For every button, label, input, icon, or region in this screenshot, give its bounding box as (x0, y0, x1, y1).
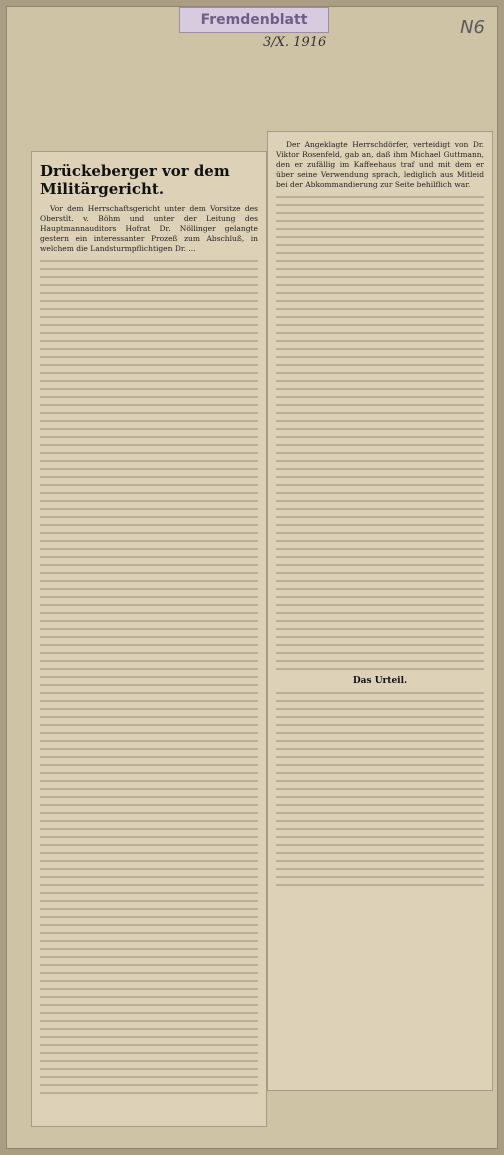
right-intro-paragraph: Der Angeklagte Herrschdörfer, verteidigt von Dr. Viktor Rosenfeld, gab an, daß ihm Michael Guttmann, den er zufällig im Kaffeehaus traf und mit dem er über seine Verwendung sprach, lediglich aus Mitleid bei der Abkommandierung zur Seite behilflich war. (276, 140, 484, 189)
clipping-left (31, 151, 267, 1127)
right-column-intro (276, 140, 484, 190)
lead-paragraph: Vor dem Herrschaftsgericht unter dem Vorsitze des Oberstlt. v. Böhm und unter der Leitung des Hauptmannauditors Hofrat Dr. Nöllinger gelangte gestern ein interessanter Prozeß zum Abschluß, in welchem die Landsturmpflichtigen Dr. ... (40, 204, 258, 253)
clipping-right (267, 131, 493, 1091)
article-lead (40, 204, 258, 254)
column-text-lines-right-2 (276, 692, 484, 886)
verdict-subheading: Das Urteil. (352, 676, 408, 686)
corner-note: N6 (460, 17, 485, 38)
column-text-lines-right-1 (276, 196, 484, 670)
column-text-lines-left (40, 260, 258, 1094)
article-headline: Drückeberger vor dem Militärgericht. (40, 162, 230, 198)
archive-sheet (6, 6, 498, 1149)
newspaper-label: Fremdenblatt (179, 7, 329, 33)
handwritten-date: 3/X. 1916 (263, 35, 327, 50)
